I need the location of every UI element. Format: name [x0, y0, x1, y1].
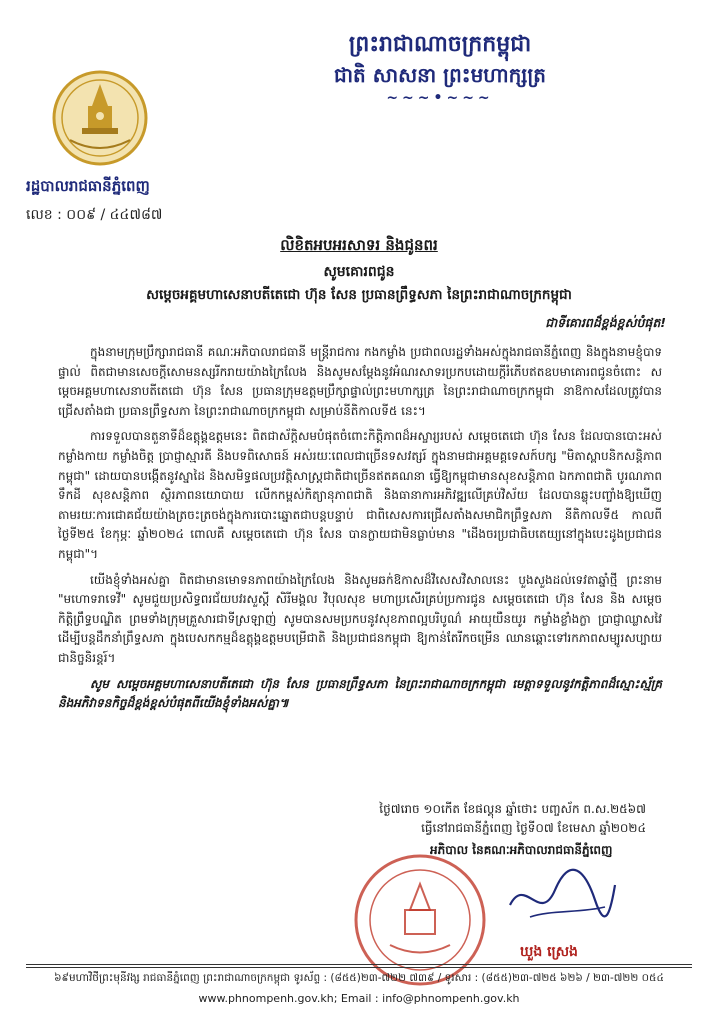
- handwritten-signature: [500, 855, 620, 935]
- reference-number: លេខ : ០០៩ / ៤៤៧៨៧: [26, 207, 163, 223]
- issuer-block: [26, 177, 246, 226]
- signer-title: អភិបាល នៃគណៈអភិបាលរាជធានីភ្នំពេញ: [430, 843, 613, 857]
- official-seal-stamp: [350, 850, 490, 990]
- signer-name: ឃួង ស្រេង: [520, 944, 578, 960]
- footer-divider: [26, 964, 692, 965]
- document-title: លិខិតអបអរសាទរ និងជូនពរ: [280, 236, 438, 254]
- footer-web-email[interactable]: www.phnompenh.gov.kh; Email : info@phnompenh.gov.kh: [198, 992, 520, 1005]
- kingdom-name: ព្រះរាជាណាចក្រកម្ពុជា: [348, 32, 532, 57]
- body-paragraph: ក្នុងនាមក្រុមប្រឹក្សារាជធានី គណៈអភិបាលរាជធានី មន្ត្រីរាជការ កងកម្លាំង ប្រជាពលរដ្ឋទាំងអស់ក្នុងរាជធានីភ្នំពេញ និងក្នុងនាមខ្ញុំបាទផ្ទាល់ ពិតជាមានសេចក្តីសោមនស្សរីករាយយ៉ាងក្រៃលែង និងសូមសម្តែងនូវអំណរសាទរប្រកបដោយក្តីរំភើបឥតឧបមាគោរពជូនចំពោះ សម្តេចអគ្គមហាសេនាបតីតេជោ ហ៊ុន សែន ប្រធានក្រុមឧត្តមប្រឹក្សាផ្ទាល់ព្រះមហាក្សត្រ នៃព្រះរាជាណាចក្រកម្ពុជា នាឱកាសដែលត្រូវបានជ្រើសតាំងជា ប្រធានព្រឹទ្ធសភា នៃព្រះរាជាណាចក្រកម្ពុជា សម្រាប់នីតិកាលទី៥ នេះ។: [58, 345, 662, 418]
- footer-divider: [26, 967, 692, 968]
- body-paragraph: ការទទួលបានតួនាទីដ៏ឧត្តុង្គឧត្តមនេះ ពិតជាស័ក្តិសមបំផុតចំពោះកិត្តិភាពដ៏អស្ចារ្យរបស់ សម្តេចតេជោ ហ៊ុន សែន ដែលបានបោះអស់កម្លាំងកាយ កម្លាំងចិត្ត ប្រាជ្ញាស្មារតី និងបទពិសោធន៍ អស់រយៈពេលជាច្រើនទសវត្សរ៍ ក្នុងនាមជាអគ្គមគ្គទេសក៍បក្ស "មិតាស្ពាបនិកសន្តិភាពកម្ពុជា" ដោយបានបង្កើតនូវស្នាដៃ និងសមិទ្ធផលប្រវត្តិសាស្ត្រជាតិជាច្រើនឥតគណនា ធ្វើឱ្យកម្ពុជាមានសុខសន្តិភាព ឯកភាពជាតិ បូរណភាពទឹកដី សុខសន្តិភាព ស្ថិរភាពនយោបាយ លើកកម្ពស់កិត្យានុភាពជាតិ និងធានាការអភិវឌ្ឍលើគ្រប់វិស័យ ដែលបានឆ្លុះបញ្ចាំងឱ្យឃើញតាមរយៈការជោគជ័យយ៉ាងត្រចះត្រចង់ក្នុងការបោះឆ្នោតជាបន្តបន្ទាប់ ជាពិសេសការជ្រើសតាំងសមាជិកព្រឹទ្ធសភា នីតិកាលទី៥ កាលពីថ្ងៃទី២៥ ខែកុម្ភៈ ឆ្នាំ២០២៤ ពោលគឺ សម្តេចតេជោ ហ៊ុន សែន បានក្លាយជាមិនធ្លាប់មាន "ដើងចរប្រជាធិបតេយ្យនៅក្នុងបេះដូងប្រជាជនកម្ពុជា"។: [58, 429, 662, 561]
- solar-date: ធ្វើនៅរាជធានីភ្នំពេញ ថ្ងៃទី០៧ ខែមេសា ឆ្នាំ២០២៤: [421, 821, 646, 835]
- recipient: សម្តេចអគ្គមហាសេនាបតីតេជោ ហ៊ុន សែន ប្រធានព្រឹទ្ធសភា នៃព្រះរាជាណាចក្រកម្ពុជា: [146, 287, 572, 303]
- salutation: សូមគោរពជូន: [323, 264, 395, 280]
- kingdom-header: [225, 30, 655, 106]
- footer-address: ៦៩មហាវិថីព្រះមុនីវង្ស រាជធានីភ្នំពេញ ព្រះរាជាណាចក្រកម្ពុជា ទូរស័ព្ទ : (៨៥៥)២៣-៧២២ ៧៣៩ / ទូរសារ : (៨៥៥)២៣-៧២៥ ៦២៦ / ២៣-៧២២ ០៥៤: [54, 972, 664, 984]
- body-paragraph: យើងខ្ញុំទាំងអស់គ្នា ពិតជាមានមោទនភាពយ៉ាងក្រៃលែង និងសូមឆក់ឱកាសដ៏វិសេសវិសាលនេះ បួងសួងដល់ទេវតាឆ្នាំថ្មី ព្រះនាម "មហោទរាទេវី" សូមជួយប្រសិទ្ធពរជ័យបវរសួស្តី សិរីមង្គល វិបុលសុខ មហាប្រសើរគ្រប់ប្រការជូន សម្តេចតេជោ ហ៊ុន សែន និង សម្តេចកិត្តិព្រឹទ្ធបណ្ឌិត ព្រមទាំងក្រុមគ្រួសារជាទីស្រឡាញ់ សូមបានសមប្រកបនូវសុខភាពល្អបរិបូណ៌ អាយុយឺនយូរ កម្លាំងខ្លាំងក្លា ប្រាជ្ញាឈ្លាសវៃ ដើម្បីបន្តដឹកនាំព្រឹទ្ធសភា ក្នុងបេសកកម្មដ៏ឧត្តុង្គឧត្តមបម្រើជាតិ និងប្រជាជនកម្ពុជា ឱ្យកាន់តែរីកចម្រើន ឈានឆ្ពោះទៅរកភាពសម្បូរសប្បាយជានិច្ចនិរន្តរ៍។: [58, 572, 662, 665]
- national-motto: ជាតិ សាសនា ព្រះមហាក្សត្រ: [334, 63, 546, 87]
- issuer-name: រដ្ឋបាលរាជធានីភ្នំពេញ: [26, 177, 150, 195]
- date-block: [379, 800, 646, 838]
- closing-paragraph: សូម សម្តេចអគ្គមហាសេនាបតីតេជោ ហ៊ុន សែន ប្រធានព្រឹទ្ធសភា នៃព្រះរាជាណាចក្រកម្ពុជា មេត្តាទទួលនូវកត្តិភាពដ៏ស្មោះស្ម័គ្រ និងអភិវាទនកិច្ចដ៏ខ្ពង់ខ្ពស់បំផុតពីយើងខ្ញុំទាំងអស់គ្នា៕: [58, 676, 662, 711]
- phnom-penh-emblem-logo: [52, 70, 148, 166]
- letter-body: [58, 343, 662, 720]
- lunar-date: ថ្ងៃ៧រោច ១០កើត ខែផល្គុន ឆ្នាំថោះ បញ្ចស័ក ព.ស.២៥៦៧: [379, 802, 646, 816]
- header-ornament: ~~~•~~~: [386, 90, 494, 106]
- honorific: ជាទីគោរពដ៏ខ្ពង់ខ្ពស់បំផុត!: [545, 315, 666, 330]
